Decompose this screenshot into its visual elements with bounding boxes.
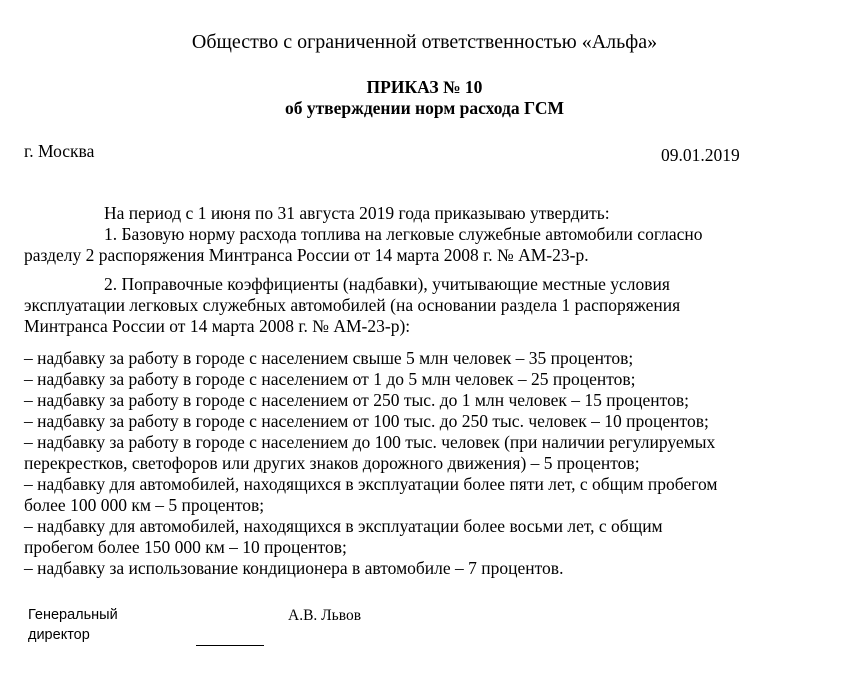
list-item: пробегом более 150 000 км – 10 процентов; — [24, 537, 347, 557]
list-item: – надбавку для автомобилей, находящихся в эксплуатации более пяти лет, с общим пробегом — [24, 474, 718, 494]
place: г. Москва — [24, 141, 95, 161]
item-2-line: 2. Поправочные коэффициенты (надбавки), учитывающие местные условия — [104, 274, 670, 294]
item-2-line: эксплуатации легковых служебных автомобилей (на основании раздела 1 распоряжения — [24, 295, 681, 315]
list-item: более 100 000 км – 5 процентов; — [24, 495, 265, 515]
signatory-role: Генеральный — [28, 607, 118, 623]
organization-name: Общество с ограниченной ответственностью «Альфа» — [191, 31, 658, 53]
item-1-line: 1. Базовую норму расхода топлива на легковые служебные автомобили согласно — [104, 224, 703, 244]
list-item: – надбавку для автомобилей, находящихся в эксплуатации более восьми лет, с общим — [24, 516, 663, 536]
order-subtitle: об утверждении норм расхода ГСМ — [284, 98, 565, 118]
order-body — [24, 203, 814, 579]
item-2-line: Минтранса России от 14 марта 2008 г. № АМ-23-р): — [24, 316, 411, 336]
list-item: перекрестков, светофоров или других знаков дорожного движения) – 5 процентов; — [24, 453, 640, 473]
list-item: – надбавку за работу в городе с населением свыше 5 млн человек – 35 процентов; — [24, 348, 634, 368]
list-item: – надбавку за использование кондиционера в автомобиле – 7 процентов. — [24, 558, 564, 578]
list-item: – надбавку за работу в городе с населением от 1 до 5 млн человек – 25 процентов; — [24, 369, 636, 389]
item-1-line: разделу 2 распоряжения Минтранса России от 14 марта 2008 г. № АМ-23-р. — [24, 245, 589, 265]
list-item: – надбавку за работу в городе с населением от 250 тыс. до 1 млн человек – 15 процентов; — [24, 390, 689, 410]
signatory-name: А.В. Львов — [288, 607, 362, 624]
list-item: – надбавку за работу в городе с населением от 100 тыс. до 250 тыс. человек – 10 процентов; — [24, 411, 709, 431]
signature-line — [196, 645, 264, 646]
list-item: – надбавку за работу в городе с населением до 100 тыс. человек (при наличии регулируемых — [24, 432, 716, 452]
signatory-role: директор — [28, 627, 90, 643]
order-title: ПРИКАЗ № 10 — [366, 77, 483, 97]
intro-text: На период с 1 июня по 31 августа 2019 года приказываю утвердить: — [104, 203, 610, 223]
order-date: 09.01.2019 — [661, 145, 740, 165]
